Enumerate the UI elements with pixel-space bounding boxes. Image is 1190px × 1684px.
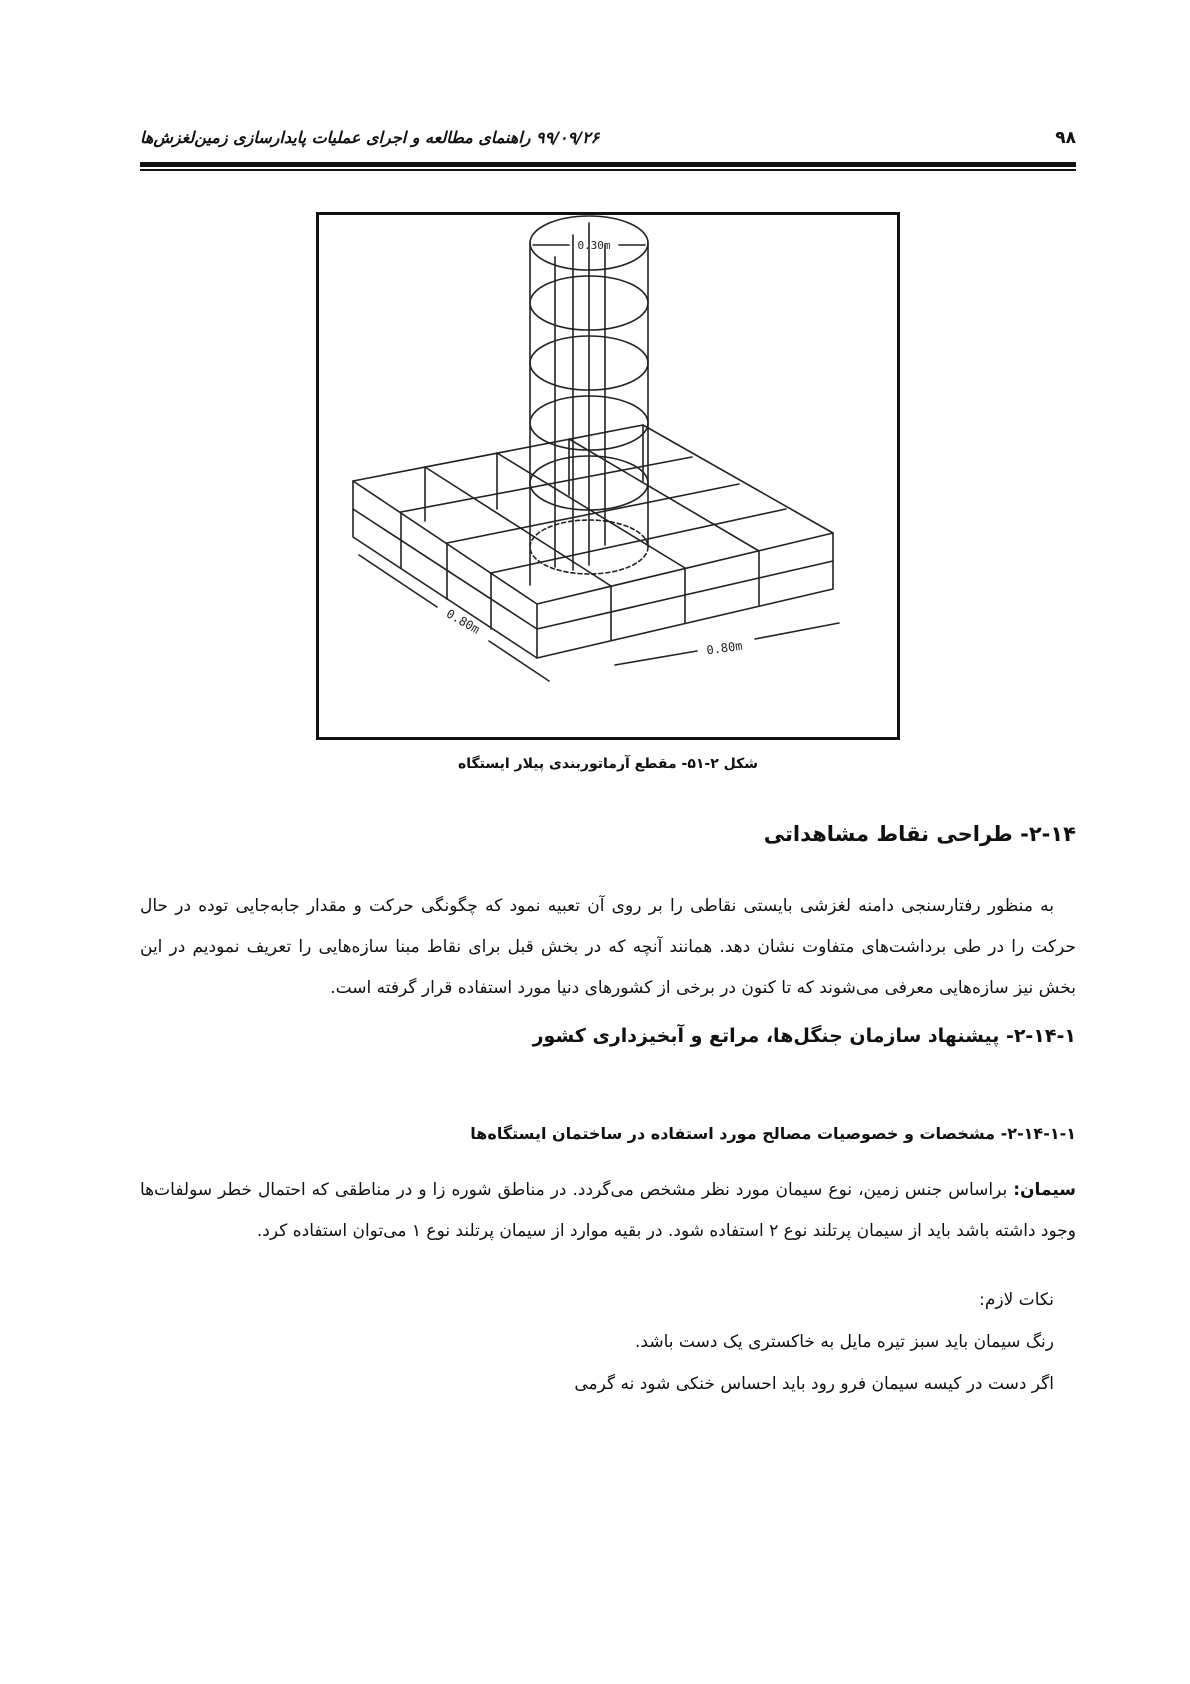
dimension-line-right	[615, 651, 697, 665]
subsection-heading: ۲-۱۴-۱- پیشنهاد سازمان جنگل‌ها، مراتع و آبخیزداری کشور	[532, 1025, 1076, 1047]
pillar-reinforcement-drawing	[319, 215, 897, 737]
cement-paragraph	[140, 1170, 1076, 1252]
note-item: اگر دست در کیسه سیمان فرو رود باید احساس خنکی شود نه گرمی	[574, 1374, 1054, 1394]
section-heading: ۲-۱۴- طراحی نقاط مشاهداتی	[763, 822, 1076, 846]
figure-caption: شکل ۲-۵۱- مقطع آرماتوربندی پیلار ایستگاه	[457, 756, 759, 772]
slab-mid-layer	[353, 509, 833, 629]
cement-text: براساس جنس زمین، نوع سیمان مورد نظر مشخص می‌گردد. در مناطق شوره زا و در مناطقی که احتمال خطر سولفات‌ها وجود داشته باشد باید از سیمان پرتلند نوع ۲ استفاده شود. در بقیه موارد از سیمان پرتلند نوع ۱ می‌توان استفاده کرد.	[140, 1180, 1076, 1241]
header-rule-thin	[140, 169, 1076, 171]
subsubsection-heading: ۲-۱۴-۱-۱- مشخصات و خصوصیات مصالح مورد استفاده در ساختمان ایستگاه‌ها	[470, 1124, 1076, 1143]
slab-grid-line	[425, 467, 611, 586]
note-item: رنگ سیمان باید سبز تیره مایل به خاکستری یک دست باشد.	[635, 1332, 1054, 1352]
page-number: ۹۸	[1055, 128, 1076, 148]
dimension-line-right	[755, 623, 839, 639]
cement-term: سیمان:	[1013, 1180, 1076, 1200]
figure-frame	[316, 212, 900, 740]
dimension-top-label: 0.30m	[577, 239, 611, 252]
dimension-line-left	[359, 555, 437, 607]
notes-label: نکات لازم:	[979, 1290, 1054, 1310]
header-rule	[140, 162, 1076, 167]
dimension-right-label: 0.80m	[705, 638, 744, 658]
section-paragraph: به منظور رفتارسنجی دامنه لغزشی بایستی نقاطی را بر روی آن تعبیه نمود که چگونگی حرکت و مقدار جابه‌جایی توده در حال حرکت را در طی برداشت‌های متفاوت نشان دهد. همانند آنچه که در بخش قبل برای نقاط مبنا سازه‌هایی را تعریف نمودیم در این بخش نیز سازه‌هایی معرفی می‌شوند که تا کنون در برخی از کشورهای دنیا مورد استفاده قرار گرفته است.	[140, 896, 1076, 998]
dimension-left-label: 0.80m	[443, 606, 483, 637]
page-header	[140, 128, 1076, 158]
running-title: ۹۹/۰۹/۲۶ راهنمای مطالعه و اجرای عملیات پایدارسازی زمین‌لغزش‌ها	[140, 128, 600, 147]
